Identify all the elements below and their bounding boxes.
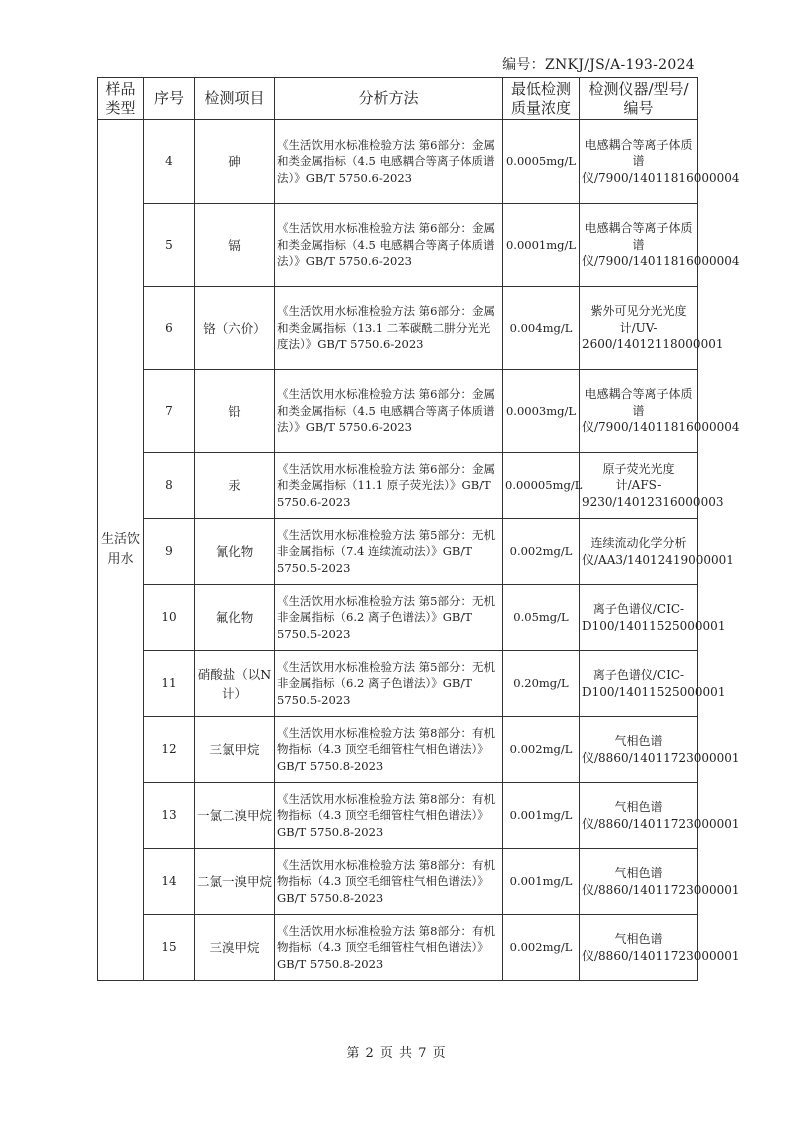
instrument-cell: 连续流动化学分析仪/AA3/14012419000001 xyxy=(580,519,698,585)
instrument-cell: 电感耦合等离子体质谱仪/7900/14011816000004 xyxy=(580,370,698,453)
item-cell: 汞 xyxy=(195,453,275,519)
table-row xyxy=(98,519,698,585)
instrument-cell: 气相色谱仪/8860/14011723000001 xyxy=(580,783,698,849)
table-row xyxy=(98,717,698,783)
seq-cell: 6 xyxy=(144,287,195,370)
item-cell: 一氯二溴甲烷 xyxy=(195,783,275,849)
limit-cell: 0.0005mg/L xyxy=(503,120,580,204)
item-cell: 铅 xyxy=(195,370,275,453)
limit-cell: 0.0003mg/L xyxy=(503,370,580,453)
item-cell: 三氯甲烷 xyxy=(195,717,275,783)
sample-type-cell: 生活饮用水 xyxy=(98,120,144,981)
table-header-row xyxy=(98,78,698,120)
method-cell: 《生活饮用水标准检验方法 第5部分：无机非金属指标（6.2 离子色谱法）》GB/T 5750.5-2023 xyxy=(275,651,503,717)
seq-cell: 4 xyxy=(144,120,195,204)
test-methods-table xyxy=(97,77,740,981)
method-cell: 《生活饮用水标准检验方法 第8部分：有机物指标（4.3 顶空毛细管柱气相色谱法）》GB/T 5750.8-2023 xyxy=(275,849,503,915)
limit-cell: 0.002mg/L xyxy=(503,717,580,783)
instrument-cell: 离子色谱仪/CIC-D100/14011525000001 xyxy=(580,651,698,717)
header-seq: 序号 xyxy=(144,78,195,120)
method-cell: 《生活饮用水标准检验方法 第8部分：有机物指标（4.3 顶空毛细管柱气相色谱法）》GB/T 5750.8-2023 xyxy=(275,783,503,849)
table-row xyxy=(98,287,698,370)
method-cell: 《生活饮用水标准检验方法 第6部分：金属和类金属指标（4.5 电感耦合等离子体质谱法）》GB/T 5750.6-2023 xyxy=(275,370,503,453)
method-cell: 《生活饮用水标准检验方法 第6部分：金属和类金属指标（4.5 电感耦合等离子体质谱法）》GB/T 5750.6-2023 xyxy=(275,204,503,287)
method-cell: 《生活饮用水标准检验方法 第5部分：无机非金属指标（7.4 连续流动法）》GB/T 5750.5-2023 xyxy=(275,519,503,585)
table-row xyxy=(98,204,698,287)
method-cell: 《生活饮用水标准检验方法 第6部分：金属和类金属指标（13.1 二苯碳酰二肼分光光度法）》GB/T 5750.6-2023 xyxy=(275,287,503,370)
limit-cell: 0.001mg/L xyxy=(503,849,580,915)
seq-cell: 9 xyxy=(144,519,195,585)
item-cell: 铬（六价） xyxy=(195,287,275,370)
page-number: 第 2 页 共 7 页 xyxy=(346,1046,447,1061)
limit-cell: 0.0001mg/L xyxy=(503,204,580,287)
limit-cell: 0.00005mg/L xyxy=(503,453,580,519)
table-row xyxy=(98,370,698,453)
limit-cell: 0.05mg/L xyxy=(503,585,580,651)
table-row xyxy=(98,585,698,651)
item-cell: 镉 xyxy=(195,204,275,287)
header-limit: 最低检测质量浓度 xyxy=(503,78,580,120)
header-instrument: 检测仪器/型号/编号 xyxy=(580,78,698,120)
table-row xyxy=(98,915,698,981)
item-cell: 硝酸盐（以N计） xyxy=(195,651,275,717)
seq-cell: 10 xyxy=(144,585,195,651)
limit-cell: 0.001mg/L xyxy=(503,783,580,849)
instrument-cell: 离子色谱仪/CIC-D100/14011525000001 xyxy=(580,585,698,651)
seq-cell: 8 xyxy=(144,453,195,519)
method-cell: 《生活饮用水标准检验方法 第5部分：无机非金属指标（6.2 离子色谱法）》GB/T 5750.5-2023 xyxy=(275,585,503,651)
item-cell: 二氯一溴甲烷 xyxy=(195,849,275,915)
seq-cell: 14 xyxy=(144,849,195,915)
limit-cell: 0.004mg/L xyxy=(503,287,580,370)
seq-cell: 12 xyxy=(144,717,195,783)
instrument-cell: 原子荧光光度计/AFS-9230/14012316000003 xyxy=(580,453,698,519)
document-number: 编号：ZNKJ/JS/A-193-2024 xyxy=(502,57,695,73)
seq-cell: 13 xyxy=(144,783,195,849)
item-cell: 氟化物 xyxy=(195,585,275,651)
method-cell: 《生活饮用水标准检验方法 第6部分：金属和类金属指标（4.5 电感耦合等离子体质谱法）》GB/T 5750.6-2023 xyxy=(275,120,503,204)
seq-cell: 15 xyxy=(144,915,195,981)
instrument-cell: 电感耦合等离子体质谱仪/7900/14011816000004 xyxy=(580,120,698,204)
table-row xyxy=(98,120,698,204)
instrument-cell: 气相色谱仪/8860/14011723000001 xyxy=(580,915,698,981)
table-row xyxy=(98,849,698,915)
instrument-cell: 气相色谱仪/8860/14011723000001 xyxy=(580,849,698,915)
instrument-cell: 气相色谱仪/8860/14011723000001 xyxy=(580,717,698,783)
seq-cell: 5 xyxy=(144,204,195,287)
method-cell: 《生活饮用水标准检验方法 第6部分：金属和类金属指标（11.1 原子荧光法）》GB/T 5750.6-2023 xyxy=(275,453,503,519)
method-cell: 《生活饮用水标准检验方法 第8部分：有机物指标（4.3 顶空毛细管柱气相色谱法）》GB/T 5750.8-2023 xyxy=(275,915,503,981)
header-item: 检测项目 xyxy=(195,78,275,120)
table-row xyxy=(98,783,698,849)
seq-cell: 11 xyxy=(144,651,195,717)
instrument-cell: 紫外可见分光光度计/UV-2600/14012118000001 xyxy=(580,287,698,370)
instrument-cell: 电感耦合等离子体质谱仪/7900/14011816000004 xyxy=(580,204,698,287)
item-cell: 氰化物 xyxy=(195,519,275,585)
table-row xyxy=(98,651,698,717)
item-cell: 砷 xyxy=(195,120,275,204)
method-cell: 《生活饮用水标准检验方法 第8部分：有机物指标（4.3 顶空毛细管柱气相色谱法）》GB/T 5750.8-2023 xyxy=(275,717,503,783)
limit-cell: 0.002mg/L xyxy=(503,915,580,981)
seq-cell: 7 xyxy=(144,370,195,453)
limit-cell: 0.20mg/L xyxy=(503,651,580,717)
header-sample-type: 样品类型 xyxy=(98,78,144,120)
item-cell: 三溴甲烷 xyxy=(195,915,275,981)
header-method: 分析方法 xyxy=(275,78,503,120)
limit-cell: 0.002mg/L xyxy=(503,519,580,585)
table-row xyxy=(98,453,698,519)
